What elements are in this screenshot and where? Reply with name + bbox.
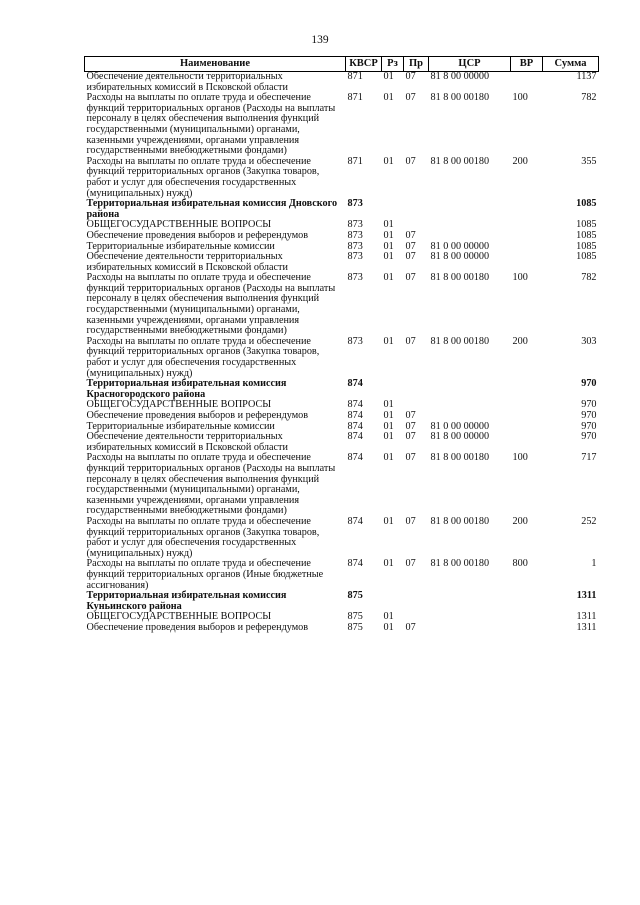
cell-kvsr: 871	[347, 71, 363, 82]
header-sum: Сумма	[543, 57, 599, 72]
table-row	[85, 337, 599, 379]
cell-vr: 200	[512, 335, 528, 347]
cell-rz: 01	[383, 611, 394, 623]
cell-pr: 07	[405, 229, 416, 241]
cell-sum: 782	[581, 272, 597, 284]
cell-rz	[382, 591, 404, 612]
cell-vr: 200	[512, 515, 528, 527]
cell-vr: 100	[512, 452, 528, 464]
cell-sum: 782	[581, 92, 597, 104]
cell-name: Расходы на выплаты по оплате труда и обеспечение функций территориальных органов (Закупка товаров, работ и услуг для обеспечения государственных (муниципальных) нужд)	[86, 335, 320, 379]
cell-sum: 1311	[576, 621, 597, 633]
cell-pr: 07	[405, 420, 416, 432]
cell-csr: 81 8 00 00180	[430, 335, 490, 347]
cell-csr: 81 0 00 00000	[430, 420, 490, 432]
cell-kvsr: 874	[347, 378, 363, 390]
cell-vr	[511, 612, 543, 623]
cell-pr: 07	[405, 272, 416, 284]
cell-rz	[382, 379, 404, 400]
cell-rz: 01	[383, 240, 394, 252]
cell-name: ОБЩЕГОСУДАРСТВЕННЫЕ ВОПРОСЫ	[86, 611, 272, 623]
cell-sum: 252	[581, 515, 597, 527]
cell-vr	[511, 591, 543, 612]
table-row	[85, 517, 599, 559]
cell-name: ОБЩЕГОСУДАРСТВЕННЫЕ ВОПРОСЫ	[86, 399, 272, 411]
cell-pr	[404, 199, 429, 220]
cell-csr	[429, 591, 511, 612]
cell-rz: 01	[383, 92, 394, 104]
cell-sum: 1311	[576, 611, 597, 623]
cell-kvsr: 873	[347, 272, 363, 284]
cell-vr	[511, 252, 543, 273]
cell-csr: 81 8 00 00000	[430, 251, 490, 263]
cell-kvsr: 873	[347, 240, 363, 252]
cell-csr: 81 8 00 00180	[430, 452, 490, 464]
header-name: Наименование	[85, 57, 346, 72]
table-row	[85, 273, 599, 337]
table-row	[85, 379, 599, 400]
cell-name: Территориальная избирательная комиссия Дновского района	[86, 198, 338, 220]
header-pr: Пр	[404, 57, 429, 72]
cell-csr	[429, 231, 511, 242]
cell-kvsr: 873	[347, 229, 363, 241]
cell-rz: 01	[383, 251, 394, 263]
cell-csr	[429, 400, 511, 411]
cell-pr: 07	[405, 431, 416, 443]
cell-csr	[429, 379, 511, 400]
cell-pr: 07	[405, 515, 416, 527]
cell-csr	[429, 612, 511, 623]
table-row	[85, 432, 599, 453]
cell-pr: 07	[405, 335, 416, 347]
cell-vr: 800	[512, 558, 528, 570]
cell-name: Обеспечение проведения выборов и референдумов	[86, 621, 309, 633]
cell-csr: 81 0 00 00000	[430, 240, 490, 252]
cell-sum: 970	[581, 431, 597, 443]
cell-sum: 970	[581, 410, 597, 421]
cell-name: Территориальная избирательная комиссия Красногородского района	[86, 378, 287, 400]
cell-csr: 81 8 00 00000	[430, 431, 490, 443]
cell-vr	[511, 400, 543, 411]
cell-kvsr: 874	[347, 558, 363, 570]
cell-sum: 1085	[576, 198, 597, 210]
cell-name: Расходы на выплаты по оплате труда и обеспечение функций территориальных органов (Закупка товаров, работ и услуг для обеспечения государственных (муниципальных) нужд)	[86, 155, 320, 199]
cell-rz: 01	[383, 515, 394, 527]
cell-csr	[429, 411, 511, 422]
cell-sum: 1	[591, 558, 597, 570]
cell-name: Расходы на выплаты по оплате труда и обеспечение функций территориальных органов (Закупка товаров, работ и услуг для обеспечения государственных (муниципальных) нужд)	[86, 515, 320, 559]
cell-pr: 07	[405, 240, 416, 252]
cell-kvsr: 873	[347, 251, 363, 263]
cell-rz: 01	[383, 335, 394, 347]
cell-kvsr: 873	[347, 219, 363, 231]
cell-kvsr: 871	[347, 92, 363, 104]
table-body	[85, 72, 599, 634]
table-row	[85, 72, 599, 94]
cell-vr	[511, 242, 543, 253]
cell-sum: 1085	[576, 229, 597, 241]
table-row	[85, 591, 599, 612]
cell-kvsr: 874	[347, 431, 363, 443]
cell-name: Территориальные избирательные комиссии	[86, 240, 275, 252]
budget-table	[84, 56, 599, 633]
cell-sum: 970	[581, 399, 597, 411]
cell-kvsr: 874	[347, 420, 363, 432]
cell-pr: 07	[405, 71, 416, 82]
cell-kvsr: 871	[347, 155, 363, 167]
cell-kvsr: 874	[347, 410, 363, 421]
cell-pr	[404, 379, 429, 400]
cell-rz: 01	[383, 71, 394, 82]
cell-vr	[511, 72, 543, 94]
cell-csr	[429, 220, 511, 231]
table-row	[85, 252, 599, 273]
cell-vr	[511, 623, 543, 634]
cell-rz: 01	[383, 431, 394, 443]
cell-vr: 100	[512, 272, 528, 284]
cell-csr	[429, 623, 511, 634]
cell-sum: 1085	[576, 240, 597, 252]
cell-csr: 81 8 00 00180	[430, 515, 490, 527]
cell-csr	[429, 199, 511, 220]
cell-kvsr: 875	[347, 621, 363, 633]
cell-rz: 01	[383, 155, 394, 167]
header-csr: ЦСР	[429, 57, 511, 72]
table-row	[85, 411, 599, 422]
cell-kvsr: 873	[347, 198, 363, 210]
table-row	[85, 453, 599, 517]
cell-rz: 01	[383, 420, 394, 432]
cell-name: Территориальные избирательные комиссии	[86, 420, 275, 432]
cell-csr: 81 8 00 00180	[430, 558, 490, 570]
cell-csr: 81 8 00 00180	[430, 92, 490, 104]
header-vr: ВР	[511, 57, 543, 72]
cell-name: Расходы на выплаты по оплате труда и обеспечение функций территориальных органов (Иные бюджетные ассигнования)	[86, 558, 324, 591]
cell-name: Обеспечение деятельности территориальных избирательных комиссий в Псковской области	[86, 71, 288, 93]
table-row	[85, 157, 599, 199]
cell-kvsr: 874	[347, 452, 363, 464]
cell-pr: 07	[405, 92, 416, 104]
cell-vr	[511, 220, 543, 231]
cell-rz: 01	[383, 229, 394, 241]
cell-pr: 07	[405, 621, 416, 633]
cell-name: Обеспечение проведения выборов и референдумов	[86, 229, 309, 241]
cell-vr	[511, 432, 543, 453]
cell-pr: 07	[405, 155, 416, 167]
table-row	[85, 623, 599, 634]
cell-sum: 970	[581, 378, 597, 390]
cell-sum: 717	[581, 452, 597, 464]
cell-rz: 01	[383, 621, 394, 633]
cell-rz: 01	[383, 452, 394, 464]
cell-kvsr: 875	[347, 590, 363, 602]
cell-rz: 01	[383, 399, 394, 411]
cell-pr	[404, 591, 429, 612]
cell-pr: 07	[405, 410, 416, 421]
cell-pr: 07	[405, 452, 416, 464]
cell-kvsr: 874	[347, 515, 363, 527]
cell-vr: 200	[512, 155, 528, 167]
header-rz: Рз	[382, 57, 404, 72]
cell-name: Обеспечение деятельности территориальных избирательных комиссий в Псковской области	[86, 251, 288, 273]
cell-sum: 970	[581, 420, 597, 432]
cell-sum: 303	[581, 335, 597, 347]
cell-csr: 81 8 00 00180	[430, 272, 490, 284]
cell-vr: 100	[512, 92, 528, 104]
cell-vr	[511, 422, 543, 433]
cell-sum: 1085	[576, 219, 597, 231]
cell-vr	[511, 199, 543, 220]
cell-kvsr: 874	[347, 399, 363, 411]
cell-rz: 01	[383, 558, 394, 570]
cell-kvsr: 875	[347, 611, 363, 623]
page-number: 139	[311, 34, 329, 46]
table-row	[85, 93, 599, 157]
cell-vr	[511, 411, 543, 422]
cell-sum: 1085	[576, 251, 597, 263]
cell-csr: 81 8 00 00180	[430, 155, 490, 167]
cell-kvsr: 873	[347, 335, 363, 347]
cell-name: Расходы на выплаты по оплате труда и обеспечение функций территориальных органов (Расходы на выплаты персоналу в целях обеспечения выполнения функций государственными (муниципальными) органами, казенными учреждениями, органами управления государственными внебюджетными фондами)	[86, 452, 336, 517]
cell-name: Территориальная избирательная комиссия Куньинского района	[86, 590, 287, 612]
cell-sum: 355	[581, 155, 597, 167]
cell-rz: 01	[383, 272, 394, 284]
table-row	[85, 559, 599, 591]
cell-name: Обеспечение проведения выборов и референдумов	[86, 410, 309, 421]
cell-name: Обеспечение деятельности территориальных избирательных комиссий в Псковской области	[86, 431, 288, 453]
cell-rz	[382, 199, 404, 220]
cell-sum: 1311	[576, 590, 597, 602]
header-kvsr: КВСР	[346, 57, 382, 72]
cell-rz: 01	[383, 410, 394, 421]
cell-vr	[511, 379, 543, 400]
cell-rz: 01	[383, 219, 394, 231]
cell-pr: 07	[405, 251, 416, 263]
cell-pr: 07	[405, 558, 416, 570]
cell-sum: 1137	[576, 71, 597, 82]
cell-name: ОБЩЕГОСУДАРСТВЕННЫЕ ВОПРОСЫ	[86, 219, 272, 231]
cell-csr: 81 8 00 00000	[430, 71, 490, 82]
cell-name: Расходы на выплаты по оплате труда и обеспечение функций территориальных органов (Расходы на выплаты персоналу в целях обеспечения выполнения функций государственными (муниципальными) органами, казенными учреждениями, органами управления государственными внебюджетными фондами)	[86, 92, 336, 157]
table-header-row	[85, 57, 599, 72]
table-row	[85, 199, 599, 220]
cell-vr	[511, 231, 543, 242]
cell-name: Расходы на выплаты по оплате труда и обеспечение функций территориальных органов (Расходы на выплаты персоналу в целях обеспечения выполнения функций государственными (муниципальными) органами, казенными учреждениями, органами управления государственными внебюджетными фондами)	[86, 272, 336, 337]
table-row	[85, 231, 599, 242]
